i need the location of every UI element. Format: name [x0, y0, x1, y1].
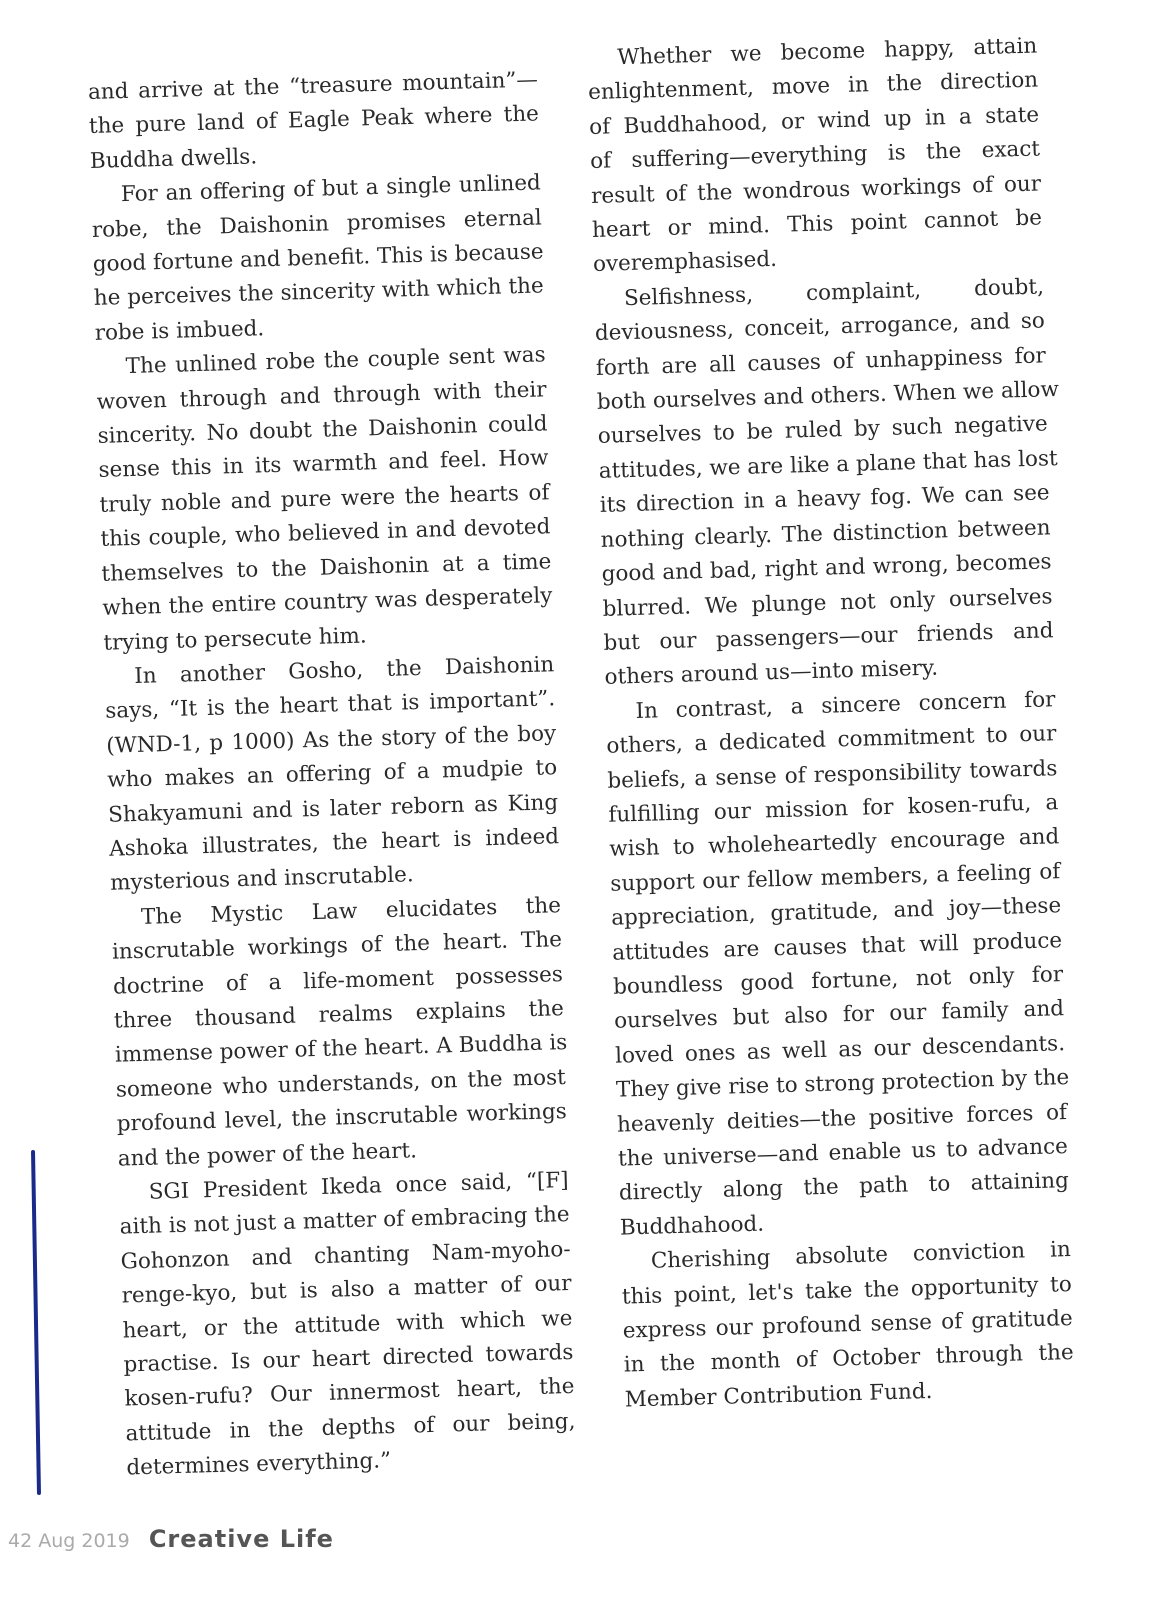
- text-line: The unlined robe the couple sent was: [125, 342, 546, 380]
- text-line: when the entire country was desperately: [102, 583, 553, 621]
- text-line: overemphasised.: [592, 247, 778, 278]
- text-line: wish to wholeheartedly encourage and: [609, 824, 1060, 863]
- text-line: practise. Is our heart directed towards: [123, 1339, 574, 1378]
- text-line: immense power of the heart. A Buddha is: [114, 1030, 568, 1069]
- text-line: renge-kyo, but is also a matter of our: [121, 1271, 572, 1309]
- text-line: Whether we become happy, attain: [616, 33, 1038, 71]
- text-line: inscrutable workings of the heart. The: [111, 927, 563, 965]
- text-line: sincerity. No doubt the Daishonin could: [97, 411, 548, 449]
- text-line: he perceives the sincerity with which the: [93, 273, 544, 312]
- text-line: support our fellow members, a feeling of: [610, 858, 1061, 897]
- paragraph: [118, 1164, 576, 1486]
- text-line: beliefs, a sense of responsibility towards: [607, 755, 1058, 794]
- text-line: appreciation, gratitude, and joy—these: [610, 893, 1062, 931]
- paragraph: [594, 270, 1060, 695]
- right-column: [587, 30, 1075, 1418]
- text-line: SGI President Ikeda once said, “[F]: [148, 1168, 569, 1205]
- text-line: its direction in a heavy fog. We can see: [599, 480, 1050, 519]
- text-line: good fortune and benefit. This is because: [92, 239, 544, 277]
- text-line: themselves to the Daishonin at a time: [101, 548, 552, 587]
- text-line: attitudes are causes that will produce: [611, 927, 1063, 966]
- paragraph: [88, 63, 541, 179]
- text-line: mysterious and inscrutable.: [109, 862, 414, 897]
- text-line: boundless good fortune, not only for: [612, 962, 1064, 1000]
- left-column: [88, 63, 577, 1486]
- magazine-title: Creative Life: [148, 1525, 334, 1553]
- text-line: In another Gosho, the Daishonin: [134, 652, 555, 689]
- text-line: attitude in the depths of our being,: [125, 1408, 576, 1447]
- text-line: Gohonzon and chanting Nam-myoho-: [120, 1236, 571, 1275]
- text-line: and the power of the heart.: [117, 1137, 418, 1172]
- page-number-date: 42 Aug 2019: [8, 1530, 130, 1552]
- text-line: The Mystic Law elucidates the: [140, 892, 562, 930]
- text-line: heart or mind. This point cannot be: [591, 205, 1043, 244]
- text-line: and arrive at the “treasure mountain”—: [87, 67, 539, 106]
- text-line: result of the wondrous workings of our: [590, 171, 1042, 209]
- text-line: loved ones as well as our descendants.: [614, 1030, 1066, 1069]
- text-line: others around us—into misery.: [604, 655, 939, 691]
- text-line: three thousand realms explains the: [113, 996, 565, 1034]
- text-line: someone who understands, on the most: [115, 1064, 567, 1103]
- text-line: In contrast, a sincere concern for: [635, 686, 1056, 724]
- text-line: robe, the Daishonin promises eternal: [91, 205, 543, 243]
- text-line: Shakyamuni and is later reborn as King: [107, 789, 559, 828]
- text-line: directly along the path to attaining: [618, 1168, 1070, 1207]
- text-line: deviousness, conceit, arrogance, and so: [594, 308, 1046, 347]
- text-line: express our profound sense of gratitude: [622, 1306, 1074, 1344]
- text-line: fulfilling our mission for kosen-rufu, a: [608, 790, 1059, 828]
- text-line: this point, let's take the opportunity to: [621, 1271, 1073, 1310]
- text-line: doctrine of a life-moment possesses: [112, 961, 564, 1000]
- text-line: For an offering of but a single unlined: [120, 170, 542, 208]
- text-line: Member Contribution Fund.: [624, 1378, 933, 1413]
- text-line: who makes an offering of a mudpie to: [106, 755, 558, 793]
- text-line: trying to persecute him.: [103, 622, 368, 656]
- text-line: They give rise to strong protection by the: [615, 1065, 1070, 1103]
- text-line: determines everything.”: [126, 1448, 392, 1481]
- text-line: of suffering—everything is the exact: [589, 136, 1041, 175]
- text-line: says, “It is the heart that is important”.: [104, 686, 556, 725]
- text-line: forth are all causes of unhappiness for: [595, 343, 1047, 381]
- text-line: ourselves to be ruled by such negative: [597, 411, 1049, 450]
- text-line: this couple, who believed in and devoted: [100, 514, 551, 553]
- text-line: blurred. We plunge not only ourselves: [602, 583, 1053, 622]
- text-line: profound level, the inscrutable workings: [116, 1099, 568, 1137]
- text-line: sense this in its warmth and feel. How: [98, 445, 549, 484]
- text-line: kosen-rufu? Our innermost heart, the: [124, 1374, 575, 1412]
- text-line: (WND-1, p 1000) As the story of the boy: [105, 720, 557, 759]
- text-line: nothing clearly. The distinction between: [600, 515, 1051, 553]
- text-line: attitudes, we are like a plane that has lost: [598, 445, 1058, 484]
- text-line: in the month of October through the: [623, 1340, 1074, 1378]
- text-line: Buddha dwells.: [89, 144, 258, 174]
- text-line: the universe—and enable us to advance: [617, 1134, 1069, 1172]
- paragraph: [111, 889, 569, 1177]
- paragraph: [587, 30, 1044, 283]
- paragraph: [95, 339, 553, 661]
- text-line: woven through and through with their: [96, 376, 547, 415]
- text-line: of Buddhahood, or wind up in a state: [588, 102, 1040, 140]
- paragraph: [90, 167, 545, 352]
- text-line: others, a dedicated commitment to our: [606, 721, 1057, 759]
- text-line: ourselves but also for our family and: [613, 996, 1065, 1035]
- text-line: heart, or the attitude with which we: [122, 1305, 573, 1344]
- text-line: the pure land of Eagle Peak where the: [88, 101, 540, 140]
- paragraph: [104, 648, 561, 901]
- text-line: both ourselves and others. When we allow: [596, 377, 1060, 415]
- text-line: heavenly deities—the positive forces of: [616, 1099, 1068, 1138]
- text-line: Buddhahood.: [619, 1211, 765, 1241]
- text-line: Cherishing absolute conviction in: [650, 1237, 1072, 1274]
- paragraph: [605, 683, 1070, 1246]
- paragraph: [620, 1233, 1075, 1418]
- text-line: truly noble and pure were the hearts of: [99, 480, 550, 518]
- text-line: aith is not just a matter of embracing the: [119, 1202, 570, 1240]
- text-line: Selfishness, complaint, doubt,: [623, 274, 1045, 311]
- text-line: but our passengers—our friends and: [603, 618, 1054, 656]
- text-line: enlightenment, move in the direction: [587, 67, 1039, 106]
- page-footer: [8, 1525, 334, 1553]
- text-line: Ashoka illustrates, the heart is indeed: [108, 824, 560, 862]
- text-line: good and bad, right and wrong, becomes: [601, 549, 1052, 587]
- text-line: robe is imbued.: [94, 316, 265, 346]
